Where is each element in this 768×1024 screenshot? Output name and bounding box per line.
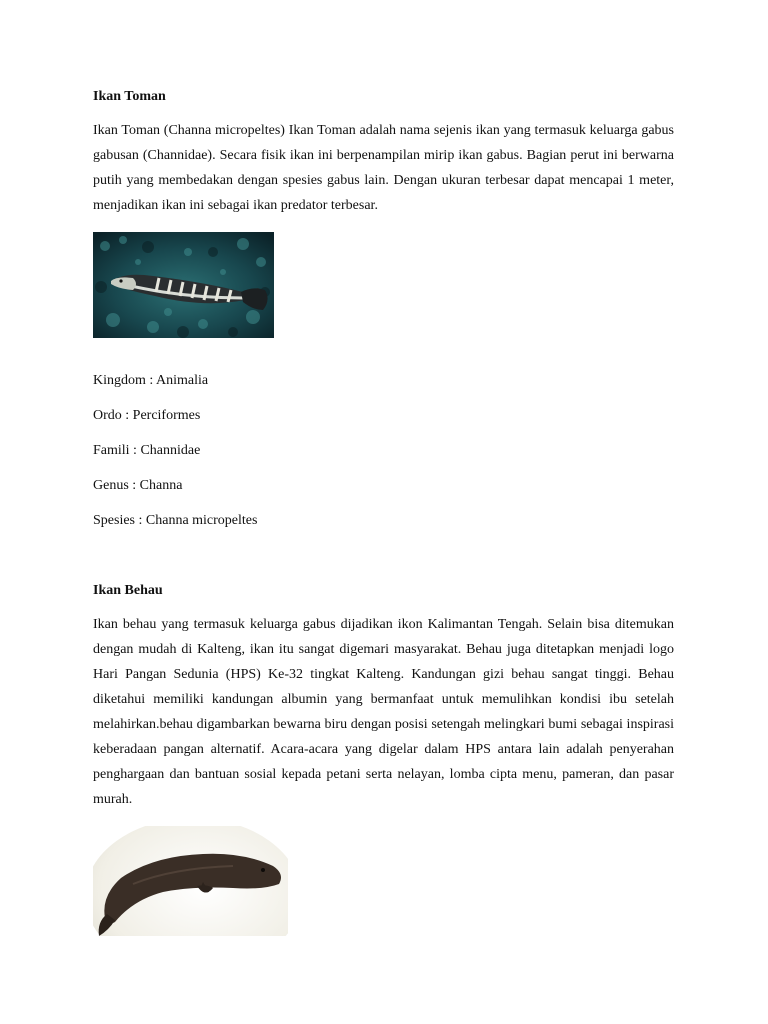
section-title-behau: Ikan Behau [93,583,163,598]
paragraph-behau: Ikan behau yang termasuk keluarga gabus dijadikan ikon Kalimantan Tengah. Selain bisa ditemukan dengan mudah di Kalteng, ikan itu sangat digemari masyarakat. Behau juga ditetapkan menjadi logo Hari Pangan Sedunia (HPS) Ke-32 tingkat Kalteng. Kandungan gizi behau sangat tinggi. Behau diketahui memiliki kandungan albumin yang bermanfaat untuk memulihkan kondisi ibu setelah melahirkan.behau digambarkan bewarna biru dengan posisi setengah melingkari bumi sebagai inspirasi keberadaan pangan alternatif. Acara-acara yang digelar dalam HPS antara lain adalah penyerahan penghargaan dan bantuan sosial kepada petani serta nelayan, lomba cipta menu, pameran, dan pasar murah. [93,617,674,807]
taxonomy-spesies: Spesies : Channa micropeltes [93,513,258,528]
behau-fish-photo [93,826,288,936]
taxonomy-kingdom: Kingdom : Animalia [93,373,209,388]
taxonomy-genus: Genus : Channa [93,478,183,493]
taxonomy-famili: Famili : Channidae [93,443,201,458]
section-title-toman: Ikan Toman [93,89,166,104]
paragraph-toman: Ikan Toman (Channa micropeltes) Ikan Toman adalah nama sejenis ikan yang termasuk keluarga gabus gabusan (Channidae). Secara fisik ikan ini berpenampilan mirip ikan gabus. Bagian perut ini berwarna putih yang membedakan dengan spesies gabus lain. Dengan ukuran terbesar dapat mencapai 1 meter, menjadikan ikan ini sebagai ikan predator terbesar. [93,123,674,213]
toman-fish-photo [93,232,274,338]
taxonomy-ordo: Ordo : Perciformes [93,408,201,423]
